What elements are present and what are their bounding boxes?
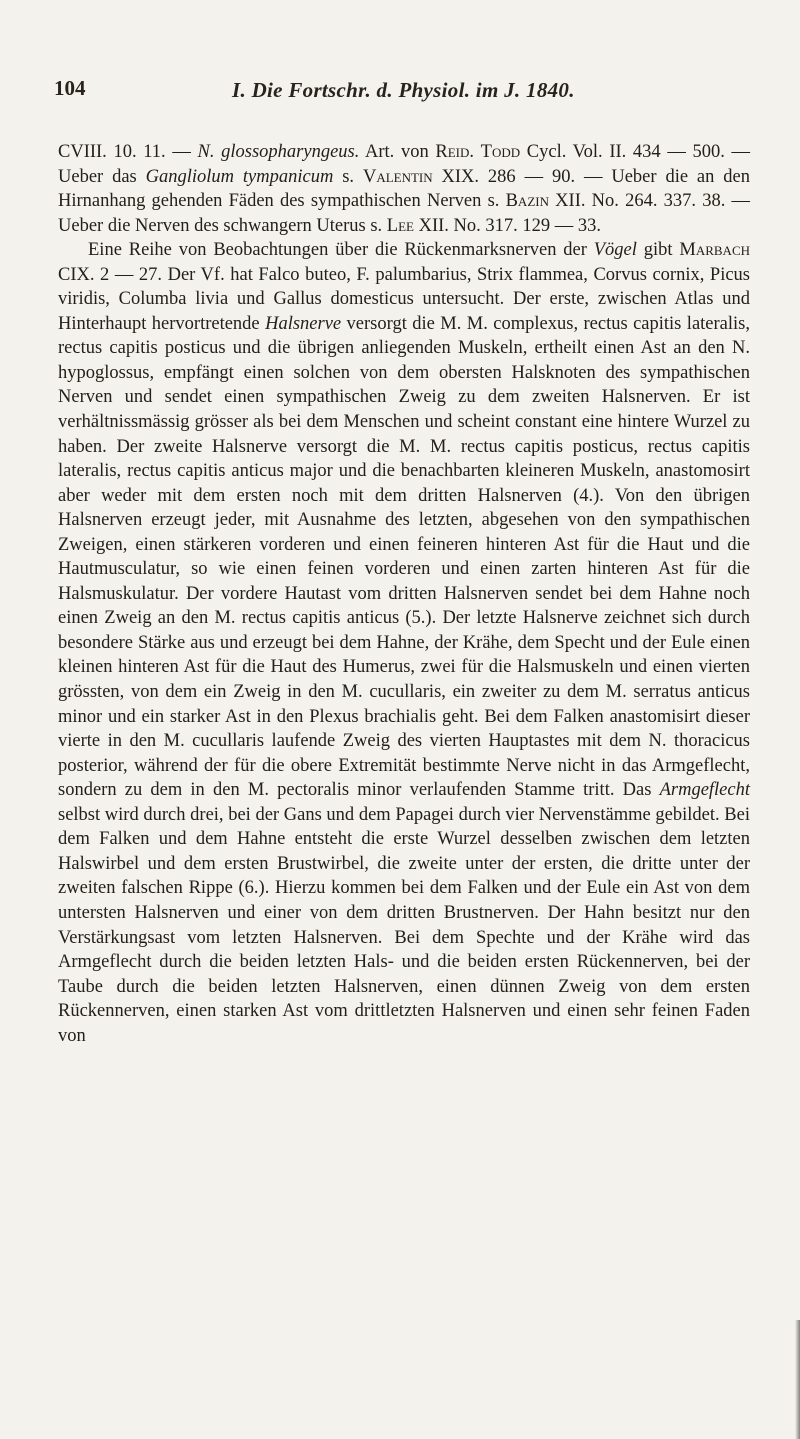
text-span: CIX. 2 — 27. Der Vf. hat Falco buteo, F. palumbarius, Strix flammea, Corvus cornix, Picus viridis, Columba livia und Gallus domesticus untersucht. Der erste, zwischen Atlas und Hinterhaupt hervortretende [58,264,750,334]
text-span: gibt [636,240,680,261]
text-span: XII. No. 264. 337. 38. — Ueber die Nerven des schwangern Uterus s. [58,191,750,236]
author-name: Valentin [362,166,433,187]
author-name: Bazin [505,191,549,212]
subject-term: Armgeflecht [659,780,750,801]
text-span [474,142,481,162]
paragraph-references [58,140,750,238]
text-span: selbst wird durch drei, bei der Gans und dem Papagei durch vier Nervenstämme gebildet. Bei dem Falken und dem Hahne entsteht die erste Wurzel desselben zwischen dem letzten Halswirbel und dem ersten Brustwirbel, die zweite unter der ersten, die dritte unter der zweiten falschen Rippe (6.). Hierzu kommen bei dem Falken und der Eule ein Ast von dem untersten Halsnerven und einer von dem dritten Brustnerven. Der Hahn besitzt nur den Verstärkungsast vom letzten Halsnerven. Bei dem Spechte und der Krähe wird das Armgeflecht durch die beiden letzten Hals- und die beiden ersten Rückennerven, bei der Taube durch die beiden letzten Halsnerven, einen dünnen Zweig von dem ersten Rückennerven, einen starken Ast vom drittletzten Halsnerven und einen sehr feinen Faden von [58,804,750,1046]
text-span: XII. No. 317. 129 — 33. [413,215,602,236]
text-span: versorgt die M. M. complexus, rectus capitis lateralis, rectus capitis posticus und die übrigen anliegenden Muskeln, ertheilt einen Ast an den N. hypoglossus, empfängt einen solchen von dem obersten Halsknoten des sympathischen Nerven und sendet einen sympathischen Zweig zu dem zweiten Halsnerven. Er ist verhältnissmässig grösser als bei dem Menschen und scheint constant eine hintere Wurzel zu haben. Der zweite Halsnerve versorgt die M. M. rectus capitis posticus, rectus capitis lateralis, rectus capitis anticus major und die benachbarten kleineren Muskeln, anastomosirt aber weder mit dem ersten noch mit dem dritten Halsnerven (4.). Von den übrigen Halsnerven erzeugt jeder, mit Ausnahme des letzten, abgesehen von den sympathischen Zweigen, einen stärkeren vorderen und einen feineren hinteren Ast für die Haut und die Hautmusculatur, so wie einen feinen vorderen und einen zarten hinteren Ast für die Halsmuskulatur. Der vordere Hautast vom dritten Halsnerven sendet bei dem Hahne noch einen Zweig an den M. rectus capitis anticus (5.). Der letzte Halsnerve zeichnet sich durch besondere Stärke aus und erzeugt bei dem Hahne, der Krähe, dem Specht und der Eule einen kleinen hinteren Ast für die Haut des Humerus, zwei für die Halsmuskeln und einen vierten grössten, von dem ein Zweig in den M. cucullaris, ein zweiter zu dem M. serratus anticus minor und ein starker Ast in den Plexus brachialis geht. Bei dem Falken anastomisirt dieser vierte in den M. cucullaris laufende Zweig des vierten Hauptastes mit dem N. thoracicus posterior, während der für die obere Extremität bestimmte Nerve nicht in das Armgeflecht, sondern zu dem in den M. pectoralis minor verlaufenden Stamme tritt. Das [58,313,750,801]
book-page [40,0,760,1439]
scan-edge-shadow [795,1320,800,1439]
subject-term: Vögel [593,240,637,261]
running-head: I. Die Fortschr. d. Physiol. im J. 1840. [232,78,575,102]
text-span: XIX. 286 — 90. — Ueber die an den Hirnanhang gehenden Fäden des sympathischen Nerven s. [58,166,750,212]
text-span: Cycl. Vol. II. 434 — 500. — Ueber das [58,142,751,187]
text-span: CVIII. 10. 11. — [58,142,198,162]
body-text [58,140,750,1048]
subject-term: Halsnerve [265,313,342,334]
author-name: Marbach [679,240,751,261]
nerve-name: N. glossopharyngeus. [197,142,360,162]
page-number: 104 [54,76,86,100]
anatomy-term: Gangliolum tympanicum [145,166,334,187]
paragraph-birds [58,238,750,1048]
author-name: Todd [480,142,521,162]
page-header [54,76,734,116]
text-span: s. [333,166,363,187]
author-name: Reid. [435,142,474,162]
author-name: Lee [386,215,414,236]
text-span: Eine Reihe von Beobachtungen über die Rückenmarksnerven der [88,240,594,261]
text-span: Art. von [359,142,436,162]
